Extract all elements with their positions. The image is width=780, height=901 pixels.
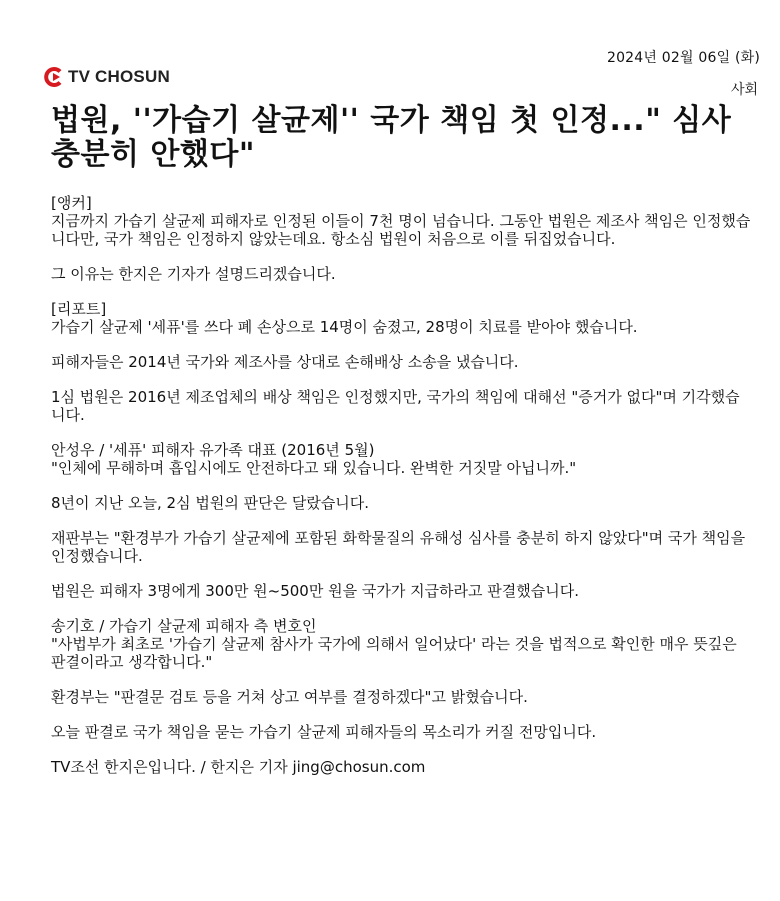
paragraph-line: 안성우 / '세퓨' 피해자 유가족 대표 (2016년 5월): [51, 441, 375, 459]
paragraph: [51, 494, 751, 512]
logo-text: TV CHOSUN: [68, 67, 170, 86]
paragraph-line: [앵커]: [51, 194, 92, 212]
paragraph-line: 환경부는 "판결문 검토 등을 거쳐 상고 여부를 결정하겠다"고 밝혔습니다.: [51, 688, 528, 706]
paragraph: [51, 617, 751, 671]
paragraph: [51, 441, 751, 477]
paragraph: [51, 194, 751, 248]
paragraph-line: 피해자들은 2014년 국가와 제조사를 상대로 손해배상 소송을 냈습니다.: [51, 353, 519, 371]
paragraph-line: 재판부는 "환경부가 가습기 살균제에 포함된 화학물질의 유해성 심사를 충분히 하지 않았다"며 국가 책임을 인정했습니다.: [51, 529, 746, 565]
article-date: 2024년 02월 06일 (화): [606, 50, 760, 66]
headline: 법원, ''가습기 살균제'' 국가 책임 첫 인정..." 심사 충분히 안했다": [51, 103, 732, 172]
article-body: [51, 194, 751, 793]
paragraph-line: "인체에 무해하며 흡입시에도 안전하다고 돼 있습니다. 완벽한 거짓말 아닙니까.": [51, 459, 577, 477]
paragraph: [51, 265, 751, 283]
paragraph-line: 송기호 / 가습기 살균제 피해자 측 변호인: [51, 617, 317, 635]
tv-chosun-logo: [44, 66, 170, 88]
paragraph-line: 1심 법원은 2016년 제조업체의 배상 책임은 인정했지만, 국가의 책임에 대해선 "증거가 없다"며 기각했습니다.: [51, 388, 740, 424]
paragraph-line: 지금까지 가습기 살균제 피해자로 인정된 이들이 7천 명이 넘습니다. 그동안 법원은 제조사 책임은 인정했습니다만, 국가 책임은 인정하지 않았는데요. 항소심 법원이 처음으로 이를 뒤집었습니다.: [51, 212, 751, 248]
paragraph: [51, 388, 751, 424]
paragraph: [51, 529, 751, 565]
paragraph-line: 가습기 살균제 '세퓨'를 쓰다 폐 손상으로 14명이 숨졌고, 28명이 치료를 받아야 했습니다.: [51, 318, 638, 336]
paragraph: [51, 353, 751, 371]
paragraph: [51, 688, 751, 706]
paragraph-line: 법원은 피해자 3명에게 300만 원~500만 원을 국가가 지급하라고 판결했습니다.: [51, 582, 580, 600]
paragraph-line: 그 이유는 한지은 기자가 설명드리겠습니다.: [51, 265, 336, 283]
paragraph: [51, 723, 751, 741]
paragraph: [51, 758, 751, 776]
tv-chosun-logo-icon: [44, 67, 64, 87]
paragraph: [51, 582, 751, 600]
paragraph-line: [리포트]: [51, 300, 107, 318]
paragraph-line: TV조선 한지은입니다. / 한지은 기자 jing@chosun.com: [51, 758, 426, 776]
paragraph: [51, 300, 751, 336]
paragraph-line: 8년이 지난 오늘, 2심 법원의 판단은 달랐습니다.: [51, 494, 370, 512]
section-label: 사회: [730, 82, 758, 98]
paragraph-line: 오늘 판결로 국가 책임을 묻는 가습기 살균제 피해자들의 목소리가 커질 전망입니다.: [51, 723, 597, 741]
paragraph-line: "사법부가 최초로 '가습기 살균제 참사가 국가에 의해서 일어났다' 라는 것을 법적으로 확인한 매우 뜻깊은 판결이라고 생각합니다.": [51, 635, 737, 671]
